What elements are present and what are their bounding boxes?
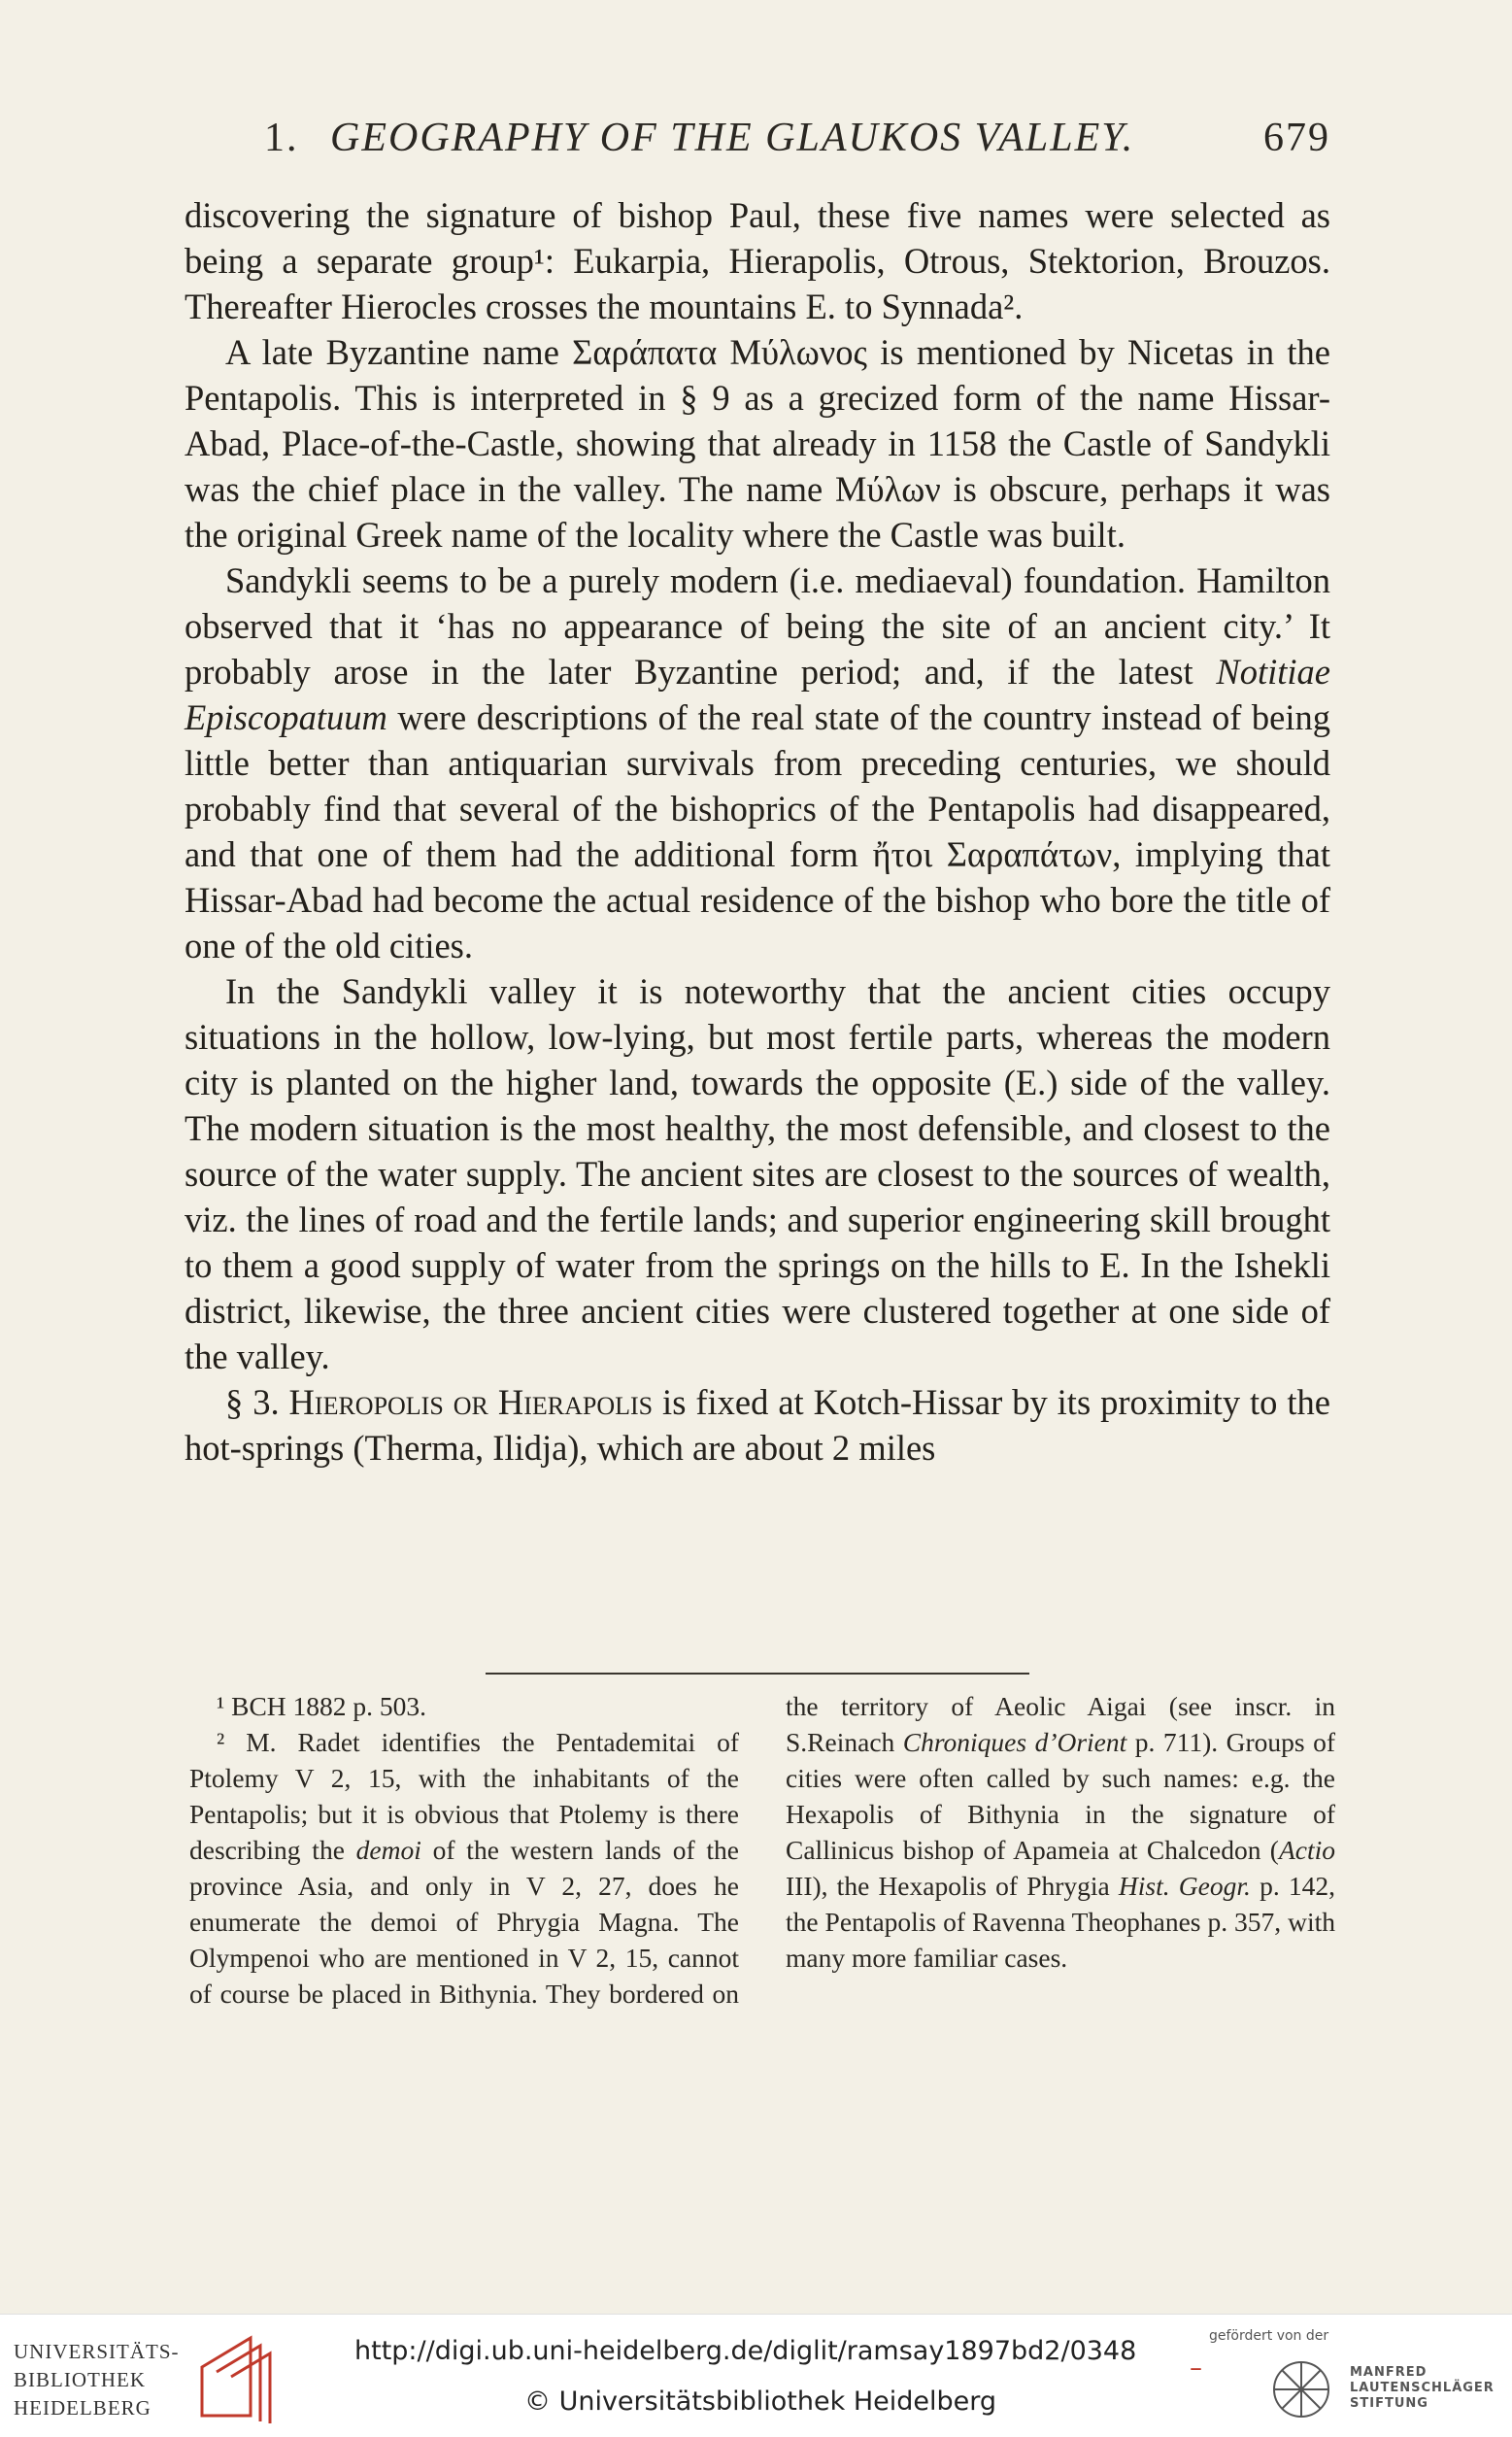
paragraph-5-lead: § 3. — [225, 1382, 289, 1422]
sponsor-name — [1350, 2365, 1495, 2412]
funded-by-label: gefördert von der — [1209, 2328, 1329, 2344]
footnote-1: ¹ BCH 1882 p. 503. — [217, 1691, 427, 1721]
library-line-3: HEIDELBERG — [14, 2396, 151, 2420]
paragraph-3-part-b: were descriptions of the real state of the country instead of being little better than antiquarian survivals from preceding centuries, we should probably find that several of the bishoprics of the Pentapolis had disappeared, and that one of them had the additional form ἤτοι Σαραπάτων, implying that Hissar-Abad had become the actual residence of the bishop who bore the title of one of the old cities. — [185, 697, 1330, 965]
footnotes — [189, 1688, 1335, 2115]
sponsor-line-1: MANFRED — [1350, 2365, 1428, 2380]
footnote-2 — [189, 1688, 1335, 2012]
footnote-rule — [486, 1673, 1029, 1675]
sponsor-logo-icon — [1262, 2355, 1340, 2423]
section-number: 1. — [264, 116, 299, 160]
digitization-footer — [0, 2314, 1512, 2437]
paragraph-5 — [185, 1379, 1330, 1471]
paragraph-5-rest: is fixed at Kotch-Hissar by its proximity to the hot-springs (Therma, Ilidja), which are about 2 miles — [185, 1382, 1330, 1468]
footnote-2-part-b: of the western lands of the province Asia, and only in V 2, 27, does he enumerate the demoi of Phrygia Magna. The Olympenoi who are mentioned in V 2, 15, cannot of course be placed in Bithynia. They bordered on the territory of Aeolic Aigai (see inscr. in S.Reinach — [189, 1691, 1335, 2009]
library-line-2: BIBLIOTHEK — [14, 2368, 146, 2391]
main-text — [185, 192, 1330, 1471]
library-logo-icon — [192, 2328, 280, 2425]
paragraph-2: A late Byzantine name Σαράπατα Μύλωνος is mentioned by Nicetas in the Pentapolis. This is interpreted in § 9 as a grecized form of the name Hissar-Abad, Place-of-the-Castle, showing that already in 1158 the Castle of Sandykli was the chief place in the valley. The name Μύλων is obscure, perhaps it was the original Greek name of the locality where the Castle was built. — [185, 332, 1330, 555]
footnote-2-part-e: p. 142, the Pentapolis of Ravenna Theophanes p. 357, with many more familiar cases. — [786, 1871, 1335, 1973]
footnote-2-italic-2: Chroniques d’Orient — [902, 1727, 1127, 1757]
paragraph-4: In the Sandykli valley it is noteworthy that the ancient cities occupy situations in the hollow, low-lying, but most fertile parts, whereas the modern city is planted on the higher land, towards the opposite (E.) side of the valley. The modern situation is the most healthy, the most defensible, and closest to the source of the water supply. The ancient sites are closest to the sources of wealth, viz. the lines of road and the fertile lands; and superior engineering skill brought to them a good supply of water from the springs on the hills to E. In the Ishekli district, likewise, the three ancient cities were clustered together at one side of the valley. — [185, 971, 1330, 1376]
footnote-2-part-c: p. 711). Groups of cities were often called by such names: e.g. the Hexapolis of Bithynia in the signature of Callinicus bishop of Apameia at Chalcedon ( — [786, 1727, 1335, 1865]
permalink-url[interactable]: http://digi.ub.uni-heidelberg.de/diglit/ramsay1897bd2/0348 — [354, 2336, 1137, 2366]
page-number: 679 — [1263, 116, 1330, 160]
paragraph-3-part-a: Sandykli seems to be a purely modern (i.e. mediaeval) foundation. Hamilton observed that it ‘has no appearance of being the site of an ancient city.’ It probably arose in the later Byzantine period; and, if the latest — [185, 560, 1330, 692]
paragraph-3 — [185, 558, 1330, 968]
sponsor-line-2: LAUTENSCHLÄGER — [1350, 2381, 1495, 2395]
footnote-2-italic-4: Hist. Geogr. — [1118, 1871, 1251, 1901]
footnote-2-part-a: ² M. Radet identifies the Pentademitai of Ptolemy V 2, 15, with the inhabitants of the Pentapolis; but it is obvious that Ptolemy is there describing the — [189, 1727, 739, 1865]
library-line-1: UNIVERSITÄTS- — [14, 2340, 180, 2363]
footnote-2-part-d: III), the Hexapolis of Phrygia — [786, 1871, 1119, 1901]
footnote-2-italic-3: Actio — [1278, 1835, 1335, 1865]
paragraph-3-italic: Notitiae Episcopatuum — [185, 652, 1330, 737]
library-name — [14, 2338, 180, 2422]
copyright-notice: © Universitätsbibliothek Heidelberg — [524, 2386, 997, 2417]
separator-dash: – — [1190, 2353, 1202, 2383]
paragraph-1: discovering the signature of bishop Paul, these five names were selected as being a separate group¹: Eukarpia, Hierapolis, Otrous, Stektorion, Brouzos. Thereafter Hierocles crosses the mountains E. to Synnada². — [185, 195, 1330, 326]
sponsor-line-3: STIFTUNG — [1350, 2396, 1428, 2411]
section-heading: Hieropolis or Hierapolis — [288, 1382, 654, 1422]
chapter-title: GEOGRAPHY OF THE GLAUKOS VALLEY. — [330, 116, 1135, 160]
footnote-2-italic-1: demoi — [355, 1835, 421, 1865]
